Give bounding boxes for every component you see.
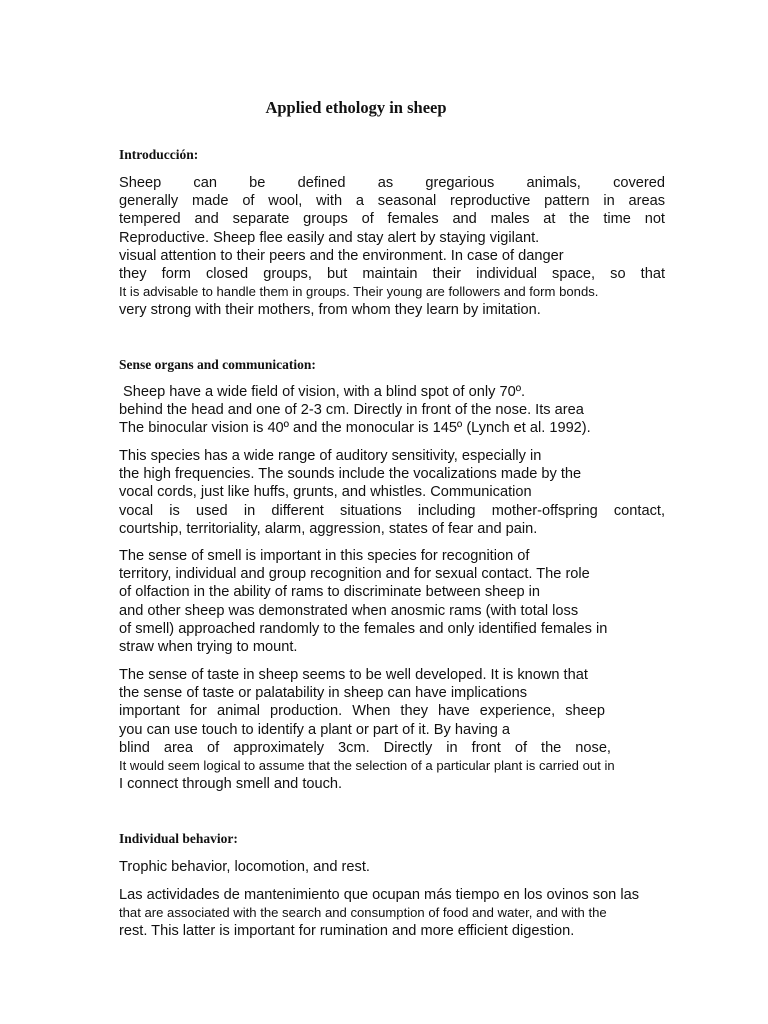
text-line: generally made of wool, with a seasonal reproductive pattern in areas: [119, 193, 665, 210]
text-line: and other sheep was demonstrated when anosmic rams (with total loss: [119, 602, 579, 619]
document-title: Applied ethology in sheep: [265, 98, 447, 117]
vision-paragraph: [119, 383, 665, 438]
text-line: courtship, territoriality, alarm, aggression, states of fear and pain.: [119, 520, 538, 537]
taste-paragraph: [119, 666, 665, 793]
intro-paragraph: [119, 174, 665, 320]
text-line: I connect through smell and touch.: [119, 776, 343, 793]
text-line: rest. This latter is important for rumination and more efficient digestion.: [119, 923, 575, 940]
text-line: of smell) approached randomly to the females and only identified females in: [119, 620, 608, 637]
text-line: The sense of taste in sheep seems to be well developed. It is known that: [119, 667, 588, 683]
trophic-paragraph: [119, 858, 665, 876]
text-line: territory, individual and group recognition and for sexual contact. The role: [119, 566, 590, 583]
text-line: The binocular vision is 40º and the monocular is 145º (Lynch et al. 1992).: [119, 420, 591, 437]
text-line: they form closed groups, but maintain their individual space, so that: [119, 266, 665, 283]
text-line: the sense of taste or palatability in sheep can have implications: [119, 685, 528, 702]
text-line: blind area of approximately 3cm. Directly in front of the nose,: [119, 739, 611, 756]
text-line: Trophic behavior, locomotion, and rest.: [119, 859, 370, 875]
smell-paragraph: [119, 547, 665, 656]
section-heading-introduccion: Introducción:: [119, 147, 199, 162]
text-line: Sheep have a wide field of vision, with a blind spot of only 70º.: [119, 384, 526, 400]
text-line: It would seem logical to assume that the selection of a particular plant is carried out in: [119, 758, 615, 774]
text-line: vocal is used in different situations including mother-offspring contact,: [119, 502, 665, 519]
hearing-paragraph: [119, 447, 665, 538]
text-line: straw when trying to mount.: [119, 639, 298, 656]
text-line: of olfaction in the ability of rams to discriminate between sheep in: [119, 584, 541, 601]
text-line: Las actividades de mantenimiento que ocupan más tiempo en los ovinos son las: [119, 887, 640, 903]
text-line: very strong with their mothers, from whom they learn by imitation.: [119, 302, 541, 319]
text-line: the high frequencies. The sounds include the vocalizations made by the: [119, 466, 582, 483]
maintenance-paragraph: [119, 886, 665, 941]
text-line: The sense of smell is important in this species for recognition of: [119, 548, 530, 564]
text-line: This species has a wide range of auditory sensitivity, especially in: [119, 448, 542, 464]
text-line: you can use touch to identify a plant or part of it. By having a: [119, 721, 511, 738]
text-line: Sheep can be defined as gregarious animals, covered: [119, 175, 665, 191]
text-line: that are associated with the search and consumption of food and water, and with the: [119, 905, 607, 921]
text-line: important for animal production. When they have experience, sheep: [119, 703, 605, 720]
text-line: vocal cords, just like huffs, grunts, and whistles. Communication: [119, 484, 532, 501]
text-line: Reproductive. Sheep flee easily and stay alert by staying vigilant.: [119, 229, 540, 246]
text-line: It is advisable to handle them in groups. Their young are followers and form bonds.: [119, 284, 599, 300]
text-line: behind the head and one of 2-3 cm. Directly in front of the nose. Its area: [119, 402, 584, 419]
section-heading-sense-organs: Sense organs and communication:: [119, 357, 316, 372]
text-line: visual attention to their peers and the environment. In case of danger: [119, 247, 564, 264]
text-line: tempered and separate groups of females and males at the time not: [119, 211, 665, 228]
section-heading-individual-behavior: Individual behavior:: [119, 831, 238, 846]
